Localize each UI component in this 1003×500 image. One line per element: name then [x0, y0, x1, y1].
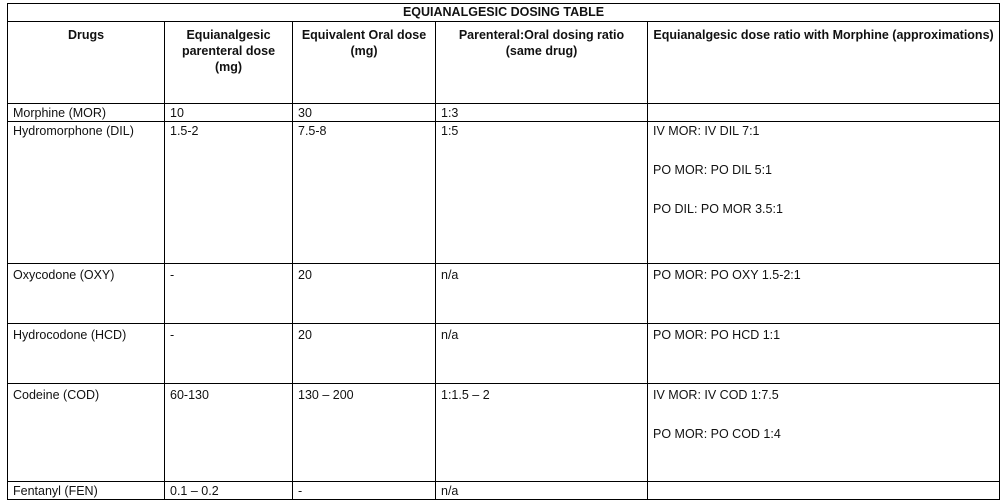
ratio-cell: n/a — [436, 482, 648, 500]
oral-cell: 30 — [293, 104, 436, 122]
parenteral-cell: - — [165, 264, 293, 324]
table-row — [8, 384, 1000, 482]
oral-cell: 20 — [293, 264, 436, 324]
drug-cell: Fentanyl (FEN) — [8, 482, 165, 500]
table-header-row — [8, 22, 1000, 104]
dosing-table-sheet — [7, 3, 1000, 500]
ratio-cell: n/a — [436, 324, 648, 384]
morphine-ratio-line: PO MOR: PO DIL 5:1 — [653, 163, 773, 177]
drug-cell: Codeine (COD) — [8, 384, 165, 482]
header-drugs: Drugs — [8, 22, 165, 104]
header-parenteral-dose: Equianalgesic parenteral dose (mg) — [165, 22, 293, 104]
parenteral-cell: - — [165, 324, 293, 384]
parenteral-cell: 10 — [165, 104, 293, 122]
table-row — [8, 122, 1000, 264]
ratio-cell: n/a — [436, 264, 648, 324]
morphine-ratio-line: PO MOR: PO OXY 1.5-2:1 — [653, 268, 801, 282]
drug-cell: Morphine (MOR) — [8, 104, 165, 122]
table-row — [8, 264, 1000, 324]
morphine-ratio-line: PO MOR: PO COD 1:4 — [653, 427, 781, 441]
header-oral-dose: Equivalent Oral dose (mg) — [293, 22, 436, 104]
parenteral-cell: 60-130 — [165, 384, 293, 482]
equianalgesic-dosing-table — [7, 3, 1000, 500]
morphine-ratio-line: IV MOR: IV COD 1:7.5 — [653, 388, 779, 402]
oral-cell: 7.5-8 — [293, 122, 436, 264]
parenteral-cell: 1.5-2 — [165, 122, 293, 264]
morphine-ratio-line: PO MOR: PO HCD 1:1 — [653, 328, 781, 342]
header-dosing-ratio: Parenteral:Oral dosing ratio (same drug) — [436, 22, 648, 104]
table-title: EQUIANALGESIC DOSING TABLE — [8, 4, 1000, 22]
header-morphine-ratio: Equianalgesic dose ratio with Morphine (approximations) — [648, 22, 1000, 104]
ratio-cell: 1:5 — [436, 122, 648, 264]
table-row — [8, 104, 1000, 122]
drug-cell: Hydromorphone (DIL) — [8, 122, 165, 264]
morphine-ratio-cell — [648, 122, 1000, 264]
table-row — [8, 324, 1000, 384]
morphine-ratio-cell — [648, 384, 1000, 482]
table-title-row — [8, 4, 1000, 22]
ratio-cell: 1:3 — [436, 104, 648, 122]
morphine-ratio-line: PO DIL: PO MOR 3.5:1 — [653, 202, 783, 216]
oral-cell: 130 – 200 — [293, 384, 436, 482]
morphine-ratio-line: IV MOR: IV DIL 7:1 — [653, 124, 760, 138]
morphine-ratio-cell — [648, 264, 1000, 324]
morphine-ratio-cell — [648, 324, 1000, 384]
oral-cell: - — [293, 482, 436, 500]
parenteral-cell: 0.1 – 0.2 — [165, 482, 293, 500]
morphine-ratio-cell — [648, 104, 1000, 122]
drug-cell: Hydrocodone (HCD) — [8, 324, 165, 384]
drug-cell: Oxycodone (OXY) — [8, 264, 165, 324]
oral-cell: 20 — [293, 324, 436, 384]
ratio-cell: 1:1.5 – 2 — [436, 384, 648, 482]
